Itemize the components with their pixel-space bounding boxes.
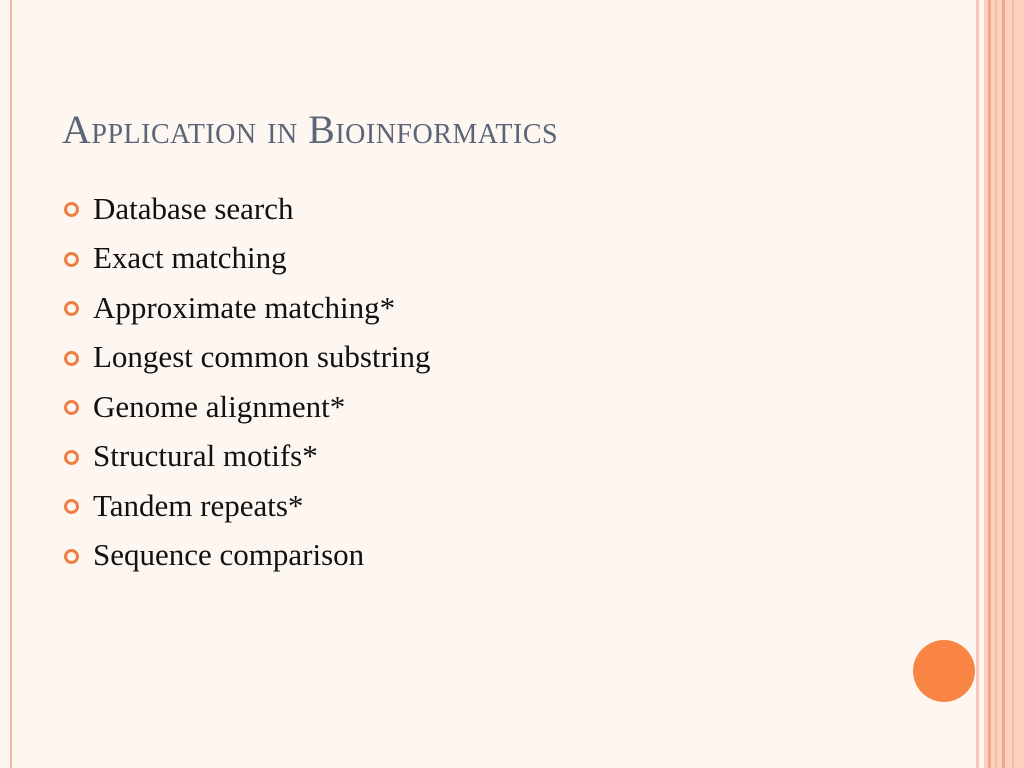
- ring-bullet-icon: [64, 499, 79, 514]
- ring-bullet-icon: [64, 400, 79, 415]
- bullet-text: Sequence comparison: [93, 537, 365, 573]
- ring-bullet-icon: [64, 202, 79, 217]
- ring-bullet-icon: [64, 301, 79, 316]
- bullet-text: Structural motifs*: [93, 438, 318, 474]
- bullet-text: Genome alignment*: [93, 388, 346, 424]
- list-item: [64, 283, 431, 333]
- ring-bullet-icon: [64, 450, 79, 465]
- bullet-text: Tandem repeats*: [93, 487, 304, 523]
- bullet-text: Approximate matching*: [93, 289, 396, 325]
- band-stripe: [988, 0, 991, 768]
- list-item: [64, 481, 431, 531]
- band-stripe: [1002, 0, 1005, 768]
- bullet-text: Longest common substring: [93, 339, 431, 375]
- bullet-text: Exact matching: [93, 240, 287, 276]
- band-stripe: [995, 0, 997, 768]
- list-item: [64, 382, 431, 432]
- slide-title: Application in Bioinformatics: [62, 107, 559, 152]
- list-item: [64, 432, 431, 482]
- list-item: [64, 234, 431, 284]
- left-edge-line: [10, 0, 12, 768]
- list-item: [64, 184, 431, 234]
- band-stripe: [1012, 0, 1014, 768]
- right-band-outer-line: [976, 0, 979, 768]
- ring-bullet-icon: [64, 549, 79, 564]
- ring-bullet-icon: [64, 351, 79, 366]
- bullet-list: [64, 184, 431, 580]
- list-item: [64, 333, 431, 383]
- bullet-text: Database search: [93, 190, 294, 226]
- right-decorative-band: [984, 0, 1024, 768]
- orange-circle-icon: [913, 640, 975, 702]
- list-item: [64, 531, 431, 581]
- ring-bullet-icon: [64, 252, 79, 267]
